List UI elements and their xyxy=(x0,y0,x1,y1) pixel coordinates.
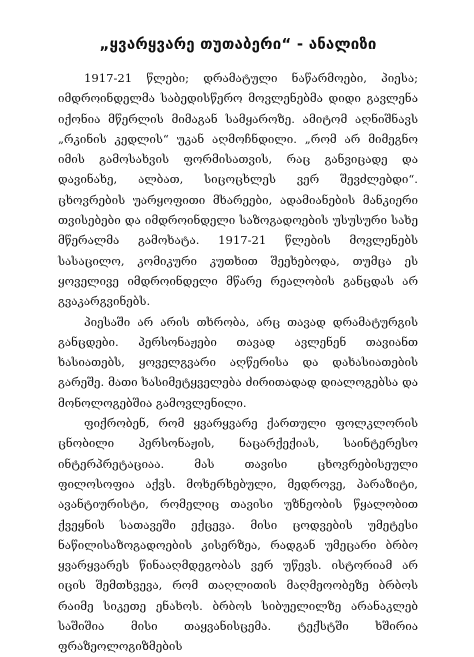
paragraph-2: პიესაში არ არის თხრობა, არც თავად დრამატურგის განცდები. პერსონაჟები თავად ავლენენ თავიანთ ხასიათებს, ყოველგვარი აღწერისა და დახასიათების გარეშე. მათი ხასიმეტყველება ძირითადად დიალოგებსა და მონოლოგებშია გამოვლენილი. xyxy=(58,314,418,410)
paragraph-3: ფიქრობენ, რომ ყვარყვარე ქართული ფოლკლორის ცნობილი პერსონაჟის, ნაცარქექიას, საინტერესო ინტერპრეტაციაა. მას თავისი ცხოვრებისეული ფილოსოფია აქვს. მოხერხებული, მედროვე, პარაზიტი, ავანტიურისტი, რომელიც თავისი უზნეობის წყალობით ქვეყნის სათავეში ექცევა. მისი ცოდვების უმეტესი ნაწილისაზოგადოების კისერზეა, რადგან უმეცარი ბრბო ყვარყვარეს წინააღმდეგობას ვერ უწევს. ისტორიამ არ იცის შემთხვევა, რომ თაღლითის მაღმეოობეზე ბრბოს რაიმე სიკეთე ენახოს. ბრბოს სიბუელილზე არანაკლებ საშიშია მისი თაყვანისცემა. ტექსტში ხშირია ფრაზეოლოგიზმების xyxy=(58,416,418,654)
document-title: „ყვარყვარე თუთაბერი“ - ანალიზი xyxy=(99,35,377,53)
paragraph-1: 1917-21 წლები; დრამატული ნაწარმოები, პიესა; იმდროინდელმა საბედისწერო მოვლენებმა დიდი გავლენა იქონია მწერლის მიმაგან სამყაროზე. ამიტომ აღნიშნავს „რკინის კედლის“ უკან აღმოჩნდილი. „რომ არ მიმეგნო იმის გამოსახვის ფორმისათვის, რაც განვიცადე და დავინახე, ალბათ, სიცოცხლეს ვერ შევძლებდი“. ცხოვრების უარყოფითი მხარეები, ადამიანების მანკიერი თვისებები და იმდროინდელი საზოგადოების უსუსური სახე მწერალმა გამოხატა. 1917-21 წლების მოვლენებს სასაცილო, კომიკური კუთხით შეეხებოდა, თუმცა ეს ყოველივე იმდროინდელი მწარე რეალობის განცდას არ გვაკარგვინებს. xyxy=(58,71,418,309)
